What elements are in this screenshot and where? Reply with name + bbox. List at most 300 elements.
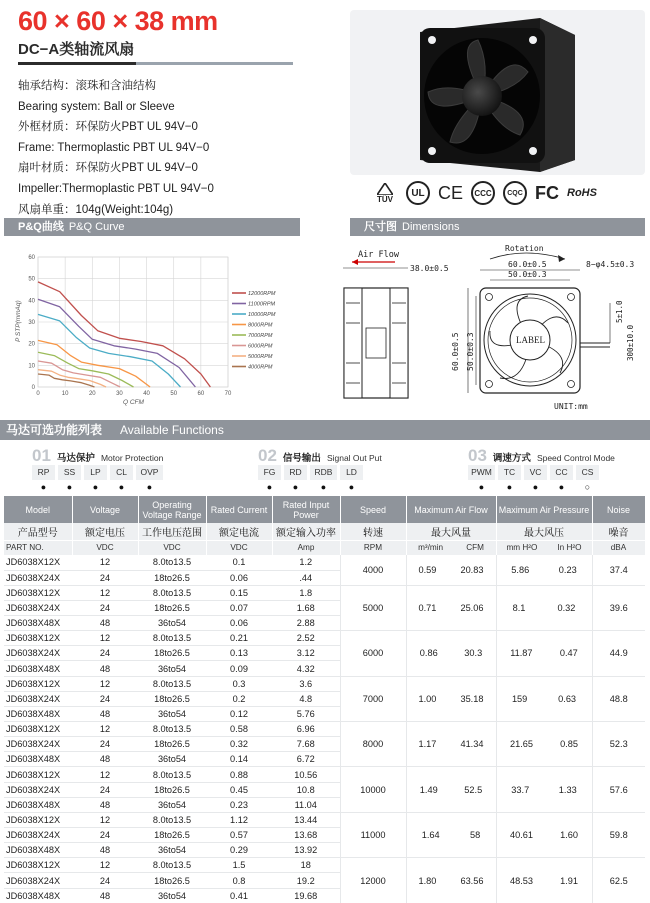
functions-header xyxy=(0,420,650,440)
y-tick-label: 40 xyxy=(28,298,35,305)
spec-table xyxy=(4,496,646,903)
pressure-mm: 33.7 xyxy=(511,784,530,795)
function-code: RP xyxy=(32,465,55,480)
range-cell: 8.0to13.5 xyxy=(138,722,206,737)
unit-flow-m3: m³/min xyxy=(418,543,444,553)
col-header-cn: 转速 xyxy=(340,523,406,540)
current-cell: 0.06 xyxy=(206,616,272,631)
current-cell: 0.14 xyxy=(206,752,272,767)
model-cell: JD6038X12X xyxy=(4,812,72,827)
current-cell: 0.21 xyxy=(206,631,272,646)
pressure-mm: 40.61 xyxy=(510,830,534,841)
function-mark: ● xyxy=(266,482,273,492)
table-row xyxy=(4,676,645,691)
range-cell: 36to54 xyxy=(138,752,206,767)
noise-cell: 52.3 xyxy=(592,722,645,767)
function-option xyxy=(550,465,573,495)
current-cell: 0.07 xyxy=(206,600,272,615)
function-code: VC xyxy=(524,465,547,480)
pressure-mm: 5.86 xyxy=(511,564,530,575)
spec-impeller-en: Impeller:Thermoplastic PBT UL 94V−0 xyxy=(18,182,214,195)
pressure-cell xyxy=(496,812,592,857)
function-mark: ● xyxy=(292,482,299,492)
function-mark: ● xyxy=(506,482,513,492)
function-mark: ● xyxy=(320,482,327,492)
range-cell: 18to26.5 xyxy=(138,691,206,706)
airflow-cell xyxy=(406,812,496,857)
col-header-cn: 产品型号 xyxy=(4,523,72,540)
speed-cell: 6000 xyxy=(340,631,406,676)
range-cell: 8.0to13.5 xyxy=(138,858,206,873)
y-tick-label: 10 xyxy=(28,363,35,370)
noise-cell: 59.8 xyxy=(592,812,645,857)
spec-frame-en: Frame: Thermoplastic PBT UL 94V−0 xyxy=(18,141,210,154)
x-tick-label: 60 xyxy=(197,391,205,397)
airflow-m3: 1.00 xyxy=(418,693,437,704)
dimensions-header-en: Dimensions xyxy=(402,221,460,233)
range-cell: 8.0to13.5 xyxy=(138,585,206,600)
current-cell: 0.45 xyxy=(206,782,272,797)
pressure-mm: 21.65 xyxy=(510,739,534,750)
y-axis-label: P STP(mmAq) xyxy=(15,300,22,342)
function-group-title-cn: 信号输出 xyxy=(282,453,321,464)
hole-dim: 8−φ4.5±0.3 xyxy=(586,260,635,269)
speed-cell: 12000 xyxy=(340,858,406,903)
power-cell: 5.76 xyxy=(272,706,340,721)
airflow-cfm: 63.56 xyxy=(460,875,484,886)
airflow-cell xyxy=(406,555,496,585)
ul-icon: UL xyxy=(406,181,430,205)
spec-bearing-en: Bearing system: Ball or Sleeve xyxy=(18,100,175,113)
airflow-cell xyxy=(406,767,496,812)
model-cell: JD6038X48X xyxy=(4,706,72,721)
function-option xyxy=(110,465,133,495)
pressure-in: 1.91 xyxy=(560,875,578,886)
dimensions-header-cn: 尺寸图 xyxy=(364,221,397,233)
function-group-number: 02 xyxy=(258,446,277,465)
model-cell: JD6038X48X xyxy=(4,797,72,812)
range-cell: 36to54 xyxy=(138,706,206,721)
pq-curve-header-en: P&Q Curve xyxy=(68,221,125,233)
voltage-cell: 48 xyxy=(72,661,138,676)
tuv-icon: TÜV xyxy=(372,183,398,204)
model-cell: JD6038X12X xyxy=(4,676,72,691)
airflow-cfm: 25.06 xyxy=(460,602,484,613)
model-cell: JD6038X12X xyxy=(4,722,72,737)
function-mark: ● xyxy=(92,482,99,492)
function-mark: ● xyxy=(558,482,565,492)
function-option xyxy=(524,465,547,495)
range-cell: 36to54 xyxy=(138,888,206,903)
pressure-cell xyxy=(496,858,592,903)
power-cell: 10.56 xyxy=(272,767,340,782)
function-mark: ● xyxy=(146,482,153,492)
ce-icon: CE xyxy=(438,182,464,203)
function-option xyxy=(576,465,599,495)
voltage-cell: 12 xyxy=(72,631,138,646)
function-code: LD xyxy=(340,465,363,480)
model-cell: JD6038X12X xyxy=(4,858,72,873)
model-cell: JD6038X24X xyxy=(4,873,72,888)
current-cell: 0.23 xyxy=(206,797,272,812)
function-mark: ● xyxy=(478,482,485,492)
function-option xyxy=(32,465,55,495)
function-group-title-en: Speed Control Mode xyxy=(536,453,615,463)
function-option xyxy=(340,465,363,495)
current-cell: 0.09 xyxy=(206,661,272,676)
spec-impeller-cn: 扇叶材质：环保防火PBT UL 94V−0 xyxy=(18,162,198,175)
function-option xyxy=(310,465,337,495)
width-outer-dim: 60.0±0.5 xyxy=(508,260,547,269)
airflow-label: Air Flow xyxy=(358,250,399,260)
certification-logos xyxy=(372,178,632,208)
y-tick-label: 0 xyxy=(31,385,35,391)
x-tick-label: 50 xyxy=(170,391,178,397)
unit-cell: VDC xyxy=(206,540,272,555)
col-header-cn: 最大风压 xyxy=(496,523,592,540)
current-cell: 0.58 xyxy=(206,722,272,737)
x-axis-label: Q CFM xyxy=(123,399,144,406)
voltage-cell: 24 xyxy=(72,828,138,843)
function-code: RD xyxy=(284,465,307,480)
col-header-current: Rated Current xyxy=(206,496,272,523)
current-cell: 0.57 xyxy=(206,828,272,843)
voltage-cell: 48 xyxy=(72,706,138,721)
y-tick-label: 20 xyxy=(28,341,35,348)
speed-cell: 5000 xyxy=(340,585,406,630)
current-cell: 0.29 xyxy=(206,843,272,858)
voltage-cell: 48 xyxy=(72,797,138,812)
ccc-icon: CCC xyxy=(471,181,495,205)
range-cell: 18to26.5 xyxy=(138,737,206,752)
model-cell: JD6038X24X xyxy=(4,600,72,615)
function-code: CS xyxy=(576,465,599,480)
current-cell: 0.12 xyxy=(206,706,272,721)
col-header-voltage: Voltage xyxy=(72,496,138,523)
function-group-motor-protection xyxy=(32,446,166,495)
width-inner-dim: 50.0±0.3 xyxy=(508,270,547,279)
function-mark: ○ xyxy=(584,482,591,492)
col-header-cn: 最大风量 xyxy=(406,523,496,540)
function-code: TC xyxy=(498,465,521,480)
voltage-cell: 12 xyxy=(72,722,138,737)
function-code: OVP xyxy=(136,465,163,480)
dimensions-drawing xyxy=(340,243,645,413)
pressure-cell xyxy=(496,555,592,585)
pressure-in: 1.60 xyxy=(560,830,578,841)
function-mark: ● xyxy=(532,482,539,492)
range-cell: 8.0to13.5 xyxy=(138,812,206,827)
function-mark: ● xyxy=(40,482,47,492)
function-option xyxy=(468,465,495,495)
current-cell: 0.88 xyxy=(206,767,272,782)
power-cell: 13.92 xyxy=(272,843,340,858)
col-header-cn: 工作电压范围 xyxy=(138,523,206,540)
airflow-cell xyxy=(406,585,496,630)
power-cell: 3.12 xyxy=(272,646,340,661)
model-cell: JD6038X12X xyxy=(4,631,72,646)
model-cell: JD6038X24X xyxy=(4,691,72,706)
pressure-cell xyxy=(496,722,592,767)
function-option xyxy=(284,465,307,495)
noise-cell: 57.6 xyxy=(592,767,645,812)
airflow-cell xyxy=(406,722,496,767)
function-mark: ● xyxy=(66,482,73,492)
pq-curve-header-cn: P&Q曲线 xyxy=(18,221,64,233)
function-mark: ● xyxy=(348,482,355,492)
fcc-icon: FC xyxy=(535,182,560,203)
col-header-airflow: Maximum Air Flow xyxy=(406,496,496,523)
power-cell: 18 xyxy=(272,858,340,873)
x-tick-label: 10 xyxy=(61,391,69,397)
pressure-in: 0.23 xyxy=(558,564,577,575)
power-cell: 2.52 xyxy=(272,631,340,646)
unit-label: UNIT:mm xyxy=(554,402,588,411)
voltage-cell: 24 xyxy=(72,646,138,661)
current-cell: 1.12 xyxy=(206,812,272,827)
pressure-mm: 48.53 xyxy=(510,875,534,886)
unit-cell: PART NO. xyxy=(4,540,72,555)
function-code: PWM xyxy=(468,465,495,480)
legend-label: 6000RPM xyxy=(248,343,273,350)
function-option xyxy=(58,465,81,495)
range-cell: 18to26.5 xyxy=(138,828,206,843)
y-tick-label: 60 xyxy=(28,255,35,261)
model-cell: JD6038X48X xyxy=(4,616,72,631)
speed-cell: 8000 xyxy=(340,722,406,767)
airflow-cfm: 35.18 xyxy=(460,693,484,704)
table-row xyxy=(4,767,645,782)
col-header-power: Rated Input Power xyxy=(272,496,340,523)
current-cell: 0.15 xyxy=(206,585,272,600)
range-cell: 8.0to13.5 xyxy=(138,767,206,782)
voltage-cell: 12 xyxy=(72,812,138,827)
current-cell: 0.3 xyxy=(206,676,272,691)
noise-cell: 37.4 xyxy=(592,555,645,585)
table-row xyxy=(4,812,645,827)
col-header-range: Operating Voltage Range xyxy=(138,496,206,523)
height-inner-dim: 50.0±0.3 xyxy=(466,332,475,371)
noise-cell: 48.8 xyxy=(592,676,645,721)
pressure-cell xyxy=(496,767,592,812)
unit-flow-cfm: CFM xyxy=(466,543,484,553)
pressure-mm: 159 xyxy=(511,693,528,704)
unit-pressure-in: In H²O xyxy=(557,543,582,553)
pressure-in: 0.63 xyxy=(558,693,577,704)
noise-cell: 44.9 xyxy=(592,631,645,676)
power-cell: 19.68 xyxy=(272,888,340,903)
rotation-label: Rotation xyxy=(505,244,544,253)
function-code: RDB xyxy=(310,465,337,480)
function-option xyxy=(258,465,281,495)
airflow-m3: 1.17 xyxy=(418,739,437,750)
power-cell: 6.72 xyxy=(272,752,340,767)
legend-label: 7000RPM xyxy=(248,333,273,339)
current-cell: 0.8 xyxy=(206,873,272,888)
current-cell: 0.06 xyxy=(206,570,272,585)
x-tick-label: 70 xyxy=(224,391,232,397)
spec-weight: 风扇单重：104g(Weight:104g) xyxy=(18,203,174,216)
unit-cell xyxy=(496,540,592,555)
pressure-cell xyxy=(496,585,592,630)
model-cell: JD6038X12X xyxy=(4,585,72,600)
product-title: 60 × 60 × 38 mm xyxy=(18,6,218,36)
range-cell: 18to26.5 xyxy=(138,873,206,888)
lead-dim-2: 300±10.0 xyxy=(626,324,635,361)
function-group-number: 03 xyxy=(468,446,487,465)
range-cell: 18to26.5 xyxy=(138,600,206,615)
model-cell: JD6038X24X xyxy=(4,646,72,661)
label-text: LABEL xyxy=(516,335,545,345)
col-header-pressure: Maximum Air Pressure xyxy=(496,496,592,523)
x-tick-label: 30 xyxy=(116,391,123,397)
depth-dim: 38.0±0.5 xyxy=(410,264,449,273)
voltage-cell: 12 xyxy=(72,555,138,570)
airflow-m3: 0.71 xyxy=(418,602,437,613)
model-cell: JD6038X24X xyxy=(4,570,72,585)
function-group-speed-control xyxy=(468,446,615,495)
function-group-title-en: Signal Out Put xyxy=(326,453,382,463)
col-header-cn: 额定输入功率 xyxy=(272,523,340,540)
function-option xyxy=(136,465,163,495)
model-cell: JD6038X12X xyxy=(4,555,72,570)
spec-frame-cn: 外框材质：环保防火PBT UL 94V−0 xyxy=(18,121,198,134)
table-row xyxy=(4,585,645,600)
airflow-m3: 1.64 xyxy=(421,830,440,841)
range-cell: 36to54 xyxy=(138,616,206,631)
range-cell: 36to54 xyxy=(138,661,206,676)
airflow-cfm: 52.5 xyxy=(464,784,483,795)
current-cell: 0.2 xyxy=(206,691,272,706)
function-option xyxy=(84,465,107,495)
legend-label: 4000RPM xyxy=(248,364,273,371)
power-cell: 7.68 xyxy=(272,737,340,752)
voltage-cell: 48 xyxy=(72,616,138,631)
voltage-cell: 12 xyxy=(72,585,138,600)
range-cell: 8.0to13.5 xyxy=(138,631,206,646)
pressure-in: 0.85 xyxy=(560,739,578,750)
airflow-cfm: 41.34 xyxy=(460,739,484,750)
power-cell: 1.68 xyxy=(272,600,340,615)
model-cell: JD6038X24X xyxy=(4,782,72,797)
airflow-m3: 1.49 xyxy=(419,784,438,795)
range-cell: 18to26.5 xyxy=(138,570,206,585)
power-cell: 1.8 xyxy=(272,585,340,600)
col-header-speed: Speed xyxy=(340,496,406,523)
lead-dim-1: 5±1.0 xyxy=(615,300,624,323)
col-header-cn: 噪音 xyxy=(592,523,645,540)
airflow-cfm: 58 xyxy=(470,830,481,841)
legend-label: 11000RPM xyxy=(248,301,276,308)
unit-cell: RPM xyxy=(340,540,406,555)
function-option xyxy=(498,465,521,495)
function-group-signal-output xyxy=(258,446,382,495)
range-cell: 36to54 xyxy=(138,843,206,858)
voltage-cell: 24 xyxy=(72,737,138,752)
power-cell: 2.88 xyxy=(272,616,340,631)
power-cell: 6.96 xyxy=(272,722,340,737)
function-mark: ● xyxy=(118,482,125,492)
voltage-cell: 48 xyxy=(72,843,138,858)
x-tick-label: 0 xyxy=(36,391,40,397)
spec-bearing-cn: 轴承结构：滚珠和含油结构 xyxy=(18,80,156,92)
functions-header-cn: 马达可选功能列表 xyxy=(6,423,103,437)
current-cell: 0.32 xyxy=(206,737,272,752)
airflow-cell xyxy=(406,631,496,676)
rohs-icon: RoHS xyxy=(567,187,597,199)
airflow-cfm: 30.3 xyxy=(464,648,483,659)
model-cell: JD6038X48X xyxy=(4,843,72,858)
voltage-cell: 48 xyxy=(72,888,138,903)
function-code: CL xyxy=(110,465,133,480)
legend-label: 5000RPM xyxy=(248,354,273,360)
pq-curve-chart xyxy=(4,243,300,408)
power-cell: 3.6 xyxy=(272,676,340,691)
function-code: FG xyxy=(258,465,281,480)
unit-cell: dBA xyxy=(592,540,645,555)
noise-cell: 62.5 xyxy=(592,858,645,903)
range-cell: 36to54 xyxy=(138,797,206,812)
cqc-icon: CQC xyxy=(503,181,527,205)
model-cell: JD6038X48X xyxy=(4,888,72,903)
voltage-cell: 12 xyxy=(72,767,138,782)
power-cell: 13.44 xyxy=(272,812,340,827)
speed-cell: 7000 xyxy=(340,676,406,721)
table-row xyxy=(4,858,645,873)
range-cell: 8.0to13.5 xyxy=(138,555,206,570)
pressure-in: 0.32 xyxy=(557,602,576,613)
voltage-cell: 12 xyxy=(72,676,138,691)
fan-product-photo xyxy=(350,10,645,175)
y-tick-label: 30 xyxy=(28,320,35,326)
model-cell: JD6038X48X xyxy=(4,661,72,676)
pressure-in: 0.47 xyxy=(559,648,578,659)
speed-cell: 4000 xyxy=(340,555,406,585)
current-cell: 0.1 xyxy=(206,555,272,570)
pressure-cell xyxy=(496,676,592,721)
current-cell: 0.41 xyxy=(206,888,272,903)
model-cell: JD6038X48X xyxy=(4,752,72,767)
unit-cell: VDC xyxy=(72,540,138,555)
x-tick-label: 20 xyxy=(88,391,96,397)
noise-cell: 39.6 xyxy=(592,585,645,630)
spec-list xyxy=(18,76,318,220)
function-group-number: 01 xyxy=(32,446,51,465)
power-cell: 11.04 xyxy=(272,797,340,812)
function-code: CC xyxy=(550,465,573,480)
function-group-title-cn: 调速方式 xyxy=(492,453,531,464)
title-underline xyxy=(18,62,293,65)
voltage-cell: 24 xyxy=(72,873,138,888)
col-header-cn: 额定电流 xyxy=(206,523,272,540)
airflow-m3: 1.80 xyxy=(418,875,437,886)
col-header-model: Model xyxy=(4,496,72,523)
voltage-cell: 24 xyxy=(72,570,138,585)
airflow-cell xyxy=(406,858,496,903)
height-outer-dim: 60.0±0.5 xyxy=(451,332,460,371)
functions-header-en: Available Functions xyxy=(120,423,224,437)
voltage-cell: 48 xyxy=(72,752,138,767)
unit-pressure-mm: mm H²O xyxy=(506,543,538,553)
function-group-title-en: Motor Protection xyxy=(100,453,164,463)
unit-cell: VDC xyxy=(138,540,206,555)
model-cell: JD6038X24X xyxy=(4,828,72,843)
function-code: LP xyxy=(84,465,107,480)
power-cell: 4.8 xyxy=(272,691,340,706)
speed-cell: 11000 xyxy=(340,812,406,857)
x-tick-label: 40 xyxy=(143,391,150,397)
voltage-cell: 24 xyxy=(72,600,138,615)
